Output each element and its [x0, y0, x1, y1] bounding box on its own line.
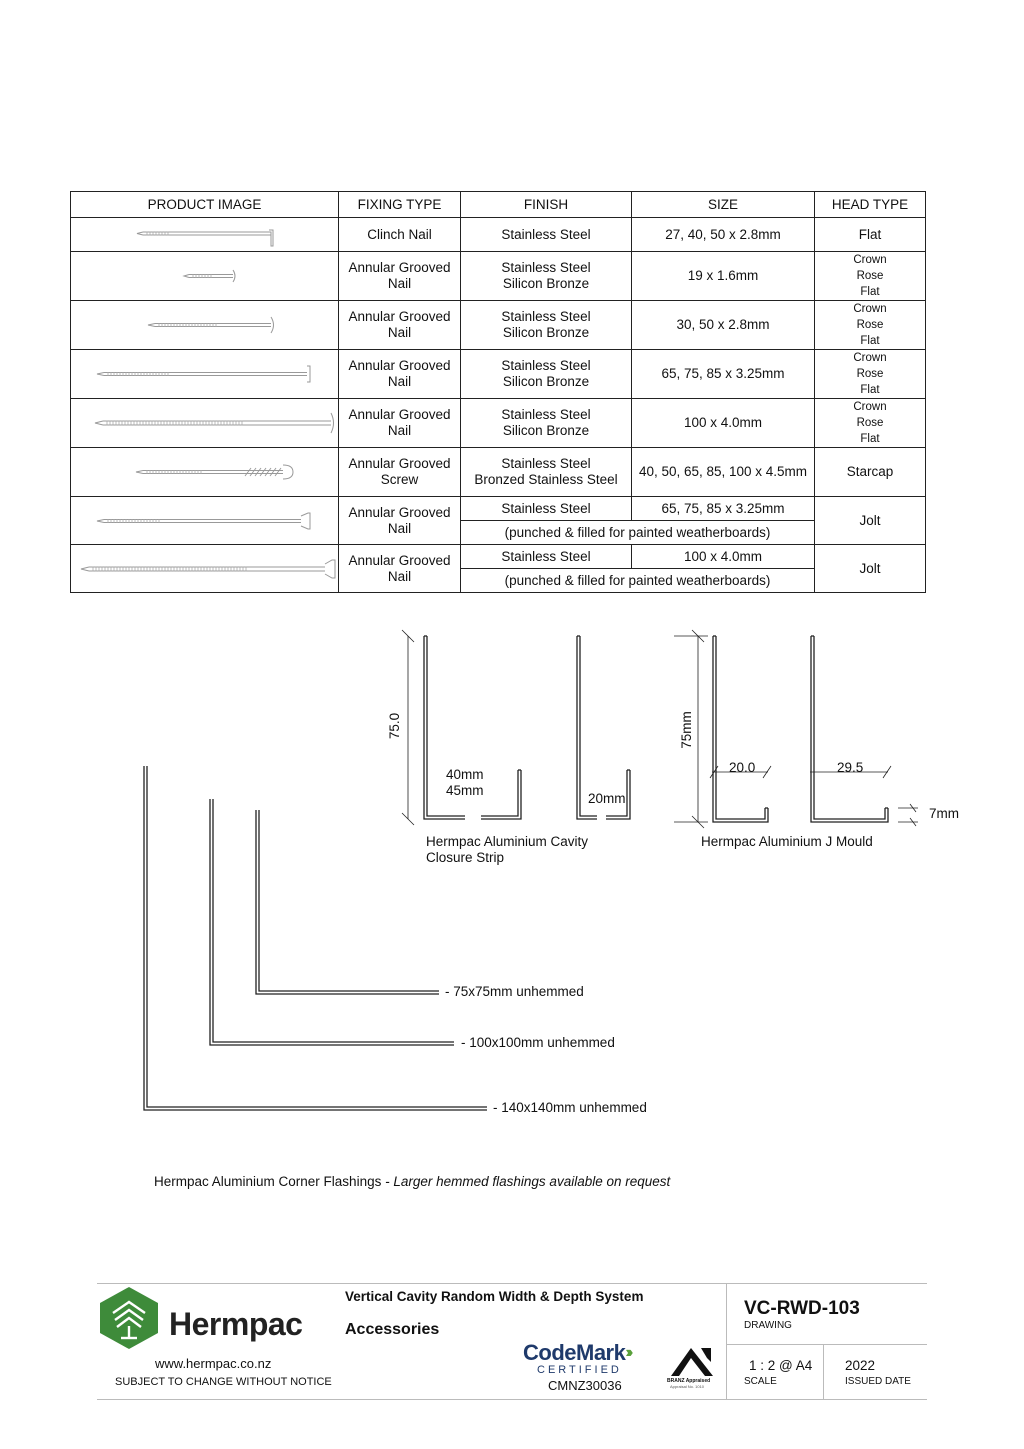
title-block: [97, 1283, 927, 1400]
annular-nail-small-image: [71, 252, 339, 301]
annular-nail-xlong-image: [71, 399, 339, 448]
head-type-l2: Rose: [856, 270, 884, 282]
j-mould-caption: Hermpac Aluminium J Mould: [701, 834, 873, 849]
branz-appraisal-no: Appraisal No. 1010: [670, 1384, 705, 1389]
cavity-strip-caption-l2: Closure Strip: [426, 850, 505, 865]
head-type-l1: Crown: [853, 254, 887, 266]
drawing-label: DRAWING: [744, 1320, 792, 1331]
head-type-l3: Flat: [860, 335, 880, 347]
brand-name: Hermpac: [169, 1306, 303, 1342]
table-row: [71, 350, 926, 399]
size: 27, 40, 50 x 2.8mm: [632, 218, 815, 252]
col-header-product-image: PRODUCT IMAGE: [71, 192, 339, 218]
flashings-caption: [154, 1174, 670, 1190]
fixing-type-l2: Nail: [387, 325, 412, 340]
head-type: Jolt: [815, 497, 926, 545]
j-mould-width-dim-a: 20.0: [729, 760, 756, 775]
fixing-type-l1: Annular Grooved: [348, 407, 451, 422]
annular-nail-medium-image: [71, 301, 339, 350]
codemark-chevrons-icon: ›››: [625, 1344, 630, 1361]
fixing-type-l2: Nail: [387, 423, 412, 438]
flashing-label-100: - 100x100mm unhemmed: [461, 1035, 615, 1050]
cavity-strip-height-dim: 75.0: [387, 712, 403, 740]
table-row: [71, 301, 926, 350]
issued-value: 2022: [845, 1358, 876, 1373]
cavity-strip-width-dim-a: 40mm: [446, 767, 484, 782]
head-type: Starcap: [815, 448, 926, 497]
profile-drawings: [0, 600, 1024, 1160]
size: 65, 75, 85 x 3.25mm: [632, 497, 815, 521]
scale-value: 1 : 2 @ A4: [749, 1358, 813, 1373]
annular-screw-image: [71, 448, 339, 497]
fixing-type-l1: Annular Grooved: [348, 504, 451, 520]
cavity-strip-caption-l1: Hermpac Aluminium Cavity: [426, 834, 589, 849]
table-header-row: [71, 192, 926, 218]
finish-l2: Silicon Bronze: [502, 325, 590, 340]
fixing-type-l2: Nail: [387, 520, 412, 536]
finish-l2: Silicon Bronze: [502, 374, 590, 389]
table-row: [71, 252, 926, 301]
fixing-type-l2: Nail: [387, 568, 412, 584]
drawing-number: VC-RWD-103: [744, 1298, 860, 1319]
jolt-nail-long-image: [71, 497, 339, 545]
table-row: [71, 497, 926, 521]
head-type-l1: Crown: [853, 303, 887, 315]
head-type: Flat: [815, 218, 926, 252]
col-header-size: SIZE: [632, 192, 815, 218]
fixing-type-l1: Annular Grooved: [348, 552, 451, 568]
head-type-l1: Crown: [853, 352, 887, 364]
j-mould-profile-b: [811, 636, 888, 822]
table-row: [71, 448, 926, 497]
size: 100 x 4.0mm: [632, 399, 815, 448]
finish-l2: Silicon Bronze: [502, 423, 590, 438]
head-type-l3: Flat: [860, 384, 880, 396]
table-row: [71, 218, 926, 252]
size: 65, 75, 85 x 3.25mm: [632, 350, 815, 399]
finish: Stainless Steel: [461, 497, 632, 521]
corner-flashing-140: [144, 766, 487, 1110]
fixing-type-l2: Nail: [387, 374, 412, 389]
finish-l1: Stainless Steel: [501, 309, 591, 324]
branz-label: BRANZ Appraised: [667, 1378, 711, 1384]
j-mould-height-dim: 75mm: [678, 711, 694, 749]
codemark-logo: [523, 1340, 658, 1376]
flashing-label-75: - 75x75mm unhemmed: [445, 984, 584, 999]
finish: Stainless Steel: [461, 545, 632, 569]
size: 30, 50 x 2.8mm: [632, 301, 815, 350]
finish-l1: Stainless Steel: [501, 358, 591, 373]
fixing-type-l2: Nail: [387, 276, 412, 291]
fixing-type: Clinch Nail: [367, 226, 432, 242]
head-type-l1: Crown: [853, 401, 887, 413]
website-link[interactable]: www.hermpac.co.nz: [155, 1356, 272, 1371]
col-header-fixing-type: FIXING TYPE: [339, 192, 461, 218]
table-row: [71, 545, 926, 569]
disclaimer: SUBJECT TO CHANGE WITHOUT NOTICE: [115, 1376, 332, 1388]
j-mould-width-dim-b: 29.5: [837, 760, 864, 775]
codemark-certified: CERTIFIED: [537, 1364, 622, 1376]
head-type-l2: Rose: [856, 368, 884, 380]
head-type-l3: Flat: [860, 433, 880, 445]
project-title: Vertical Cavity Random Width & Depth System: [345, 1289, 644, 1304]
head-type: Jolt: [815, 545, 926, 593]
fixing-type-l2: Screw: [380, 472, 419, 487]
flashings-caption-note: - Larger hemmed flashings available on request: [385, 1174, 671, 1189]
scale-label: SCALE: [744, 1376, 777, 1387]
fixing-type-l1: Annular Grooved: [348, 456, 451, 471]
finish-l2: Bronzed Stainless Steel: [474, 472, 618, 487]
issued-label: ISSUED DATE: [845, 1376, 911, 1387]
col-header-finish: FINISH: [461, 192, 632, 218]
size: 100 x 4.0mm: [632, 545, 815, 569]
annular-nail-long-image: [71, 350, 339, 399]
fixings-table: [70, 191, 926, 593]
finish-l1: Stainless Steel: [501, 407, 591, 422]
branz-appraised-icon: [667, 1344, 717, 1378]
j-mould-profile-a: [713, 636, 768, 822]
flashing-label-140: - 140x140mm unhemmed: [493, 1100, 647, 1115]
jolt-note: (punched & filled for painted weatherboards): [461, 521, 815, 545]
col-header-head-type: HEAD TYPE: [815, 192, 926, 218]
sheet-title: Accessories: [345, 1321, 440, 1338]
corner-flashing-75: [256, 810, 439, 994]
codemark-word: CodeMark: [523, 1340, 626, 1365]
head-type-l3: Flat: [860, 286, 880, 298]
j-mould-lip-dim: 7mm: [929, 806, 959, 821]
finish-l1: Stainless Steel: [501, 456, 591, 471]
finish: Stainless Steel: [501, 226, 591, 242]
size: 40, 50, 65, 85, 100 x 4.5mm: [632, 448, 815, 497]
finish-l1: Stainless Steel: [501, 260, 591, 275]
head-type-l2: Rose: [856, 417, 884, 429]
cavity-strip-width-dim-b: 45mm: [446, 783, 484, 798]
jolt-nail-xlong-image: [71, 545, 339, 593]
fixing-type-l1: Annular Grooved: [348, 260, 451, 275]
hermpac-logo-icon: [97, 1286, 161, 1350]
clinch-nail-image: [71, 218, 339, 252]
codemark-number: CMNZ30036: [548, 1378, 622, 1393]
corner-flashing-100: [210, 799, 454, 1045]
size: 19 x 1.6mm: [632, 252, 815, 301]
flashings-caption-main: Hermpac Aluminium Corner Flashings: [154, 1174, 382, 1189]
jolt-note: (punched & filled for painted weatherboards): [461, 569, 815, 593]
head-type-l2: Rose: [856, 319, 884, 331]
finish-l2: Silicon Bronze: [502, 276, 590, 291]
fixing-type-l1: Annular Grooved: [348, 358, 451, 373]
cavity-strip-small-dim: 20mm: [588, 791, 626, 806]
table-row: [71, 399, 926, 448]
fixing-type-l1: Annular Grooved: [348, 309, 451, 324]
